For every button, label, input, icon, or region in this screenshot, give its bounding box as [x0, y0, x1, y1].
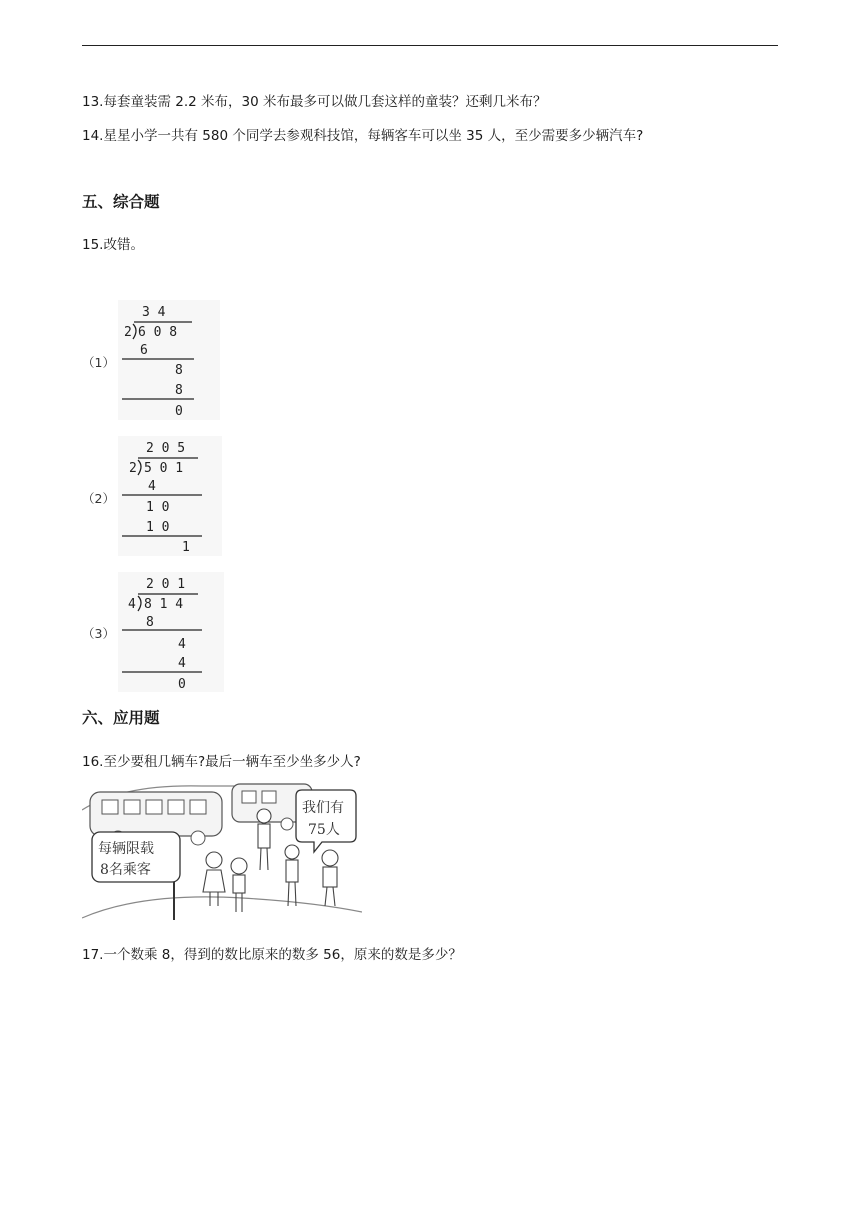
step-4: 0 — [175, 404, 183, 419]
division-label-3: （3） — [82, 626, 115, 641]
bubble-text-line1: 我们有 — [302, 800, 344, 816]
division-label-1: （1） — [82, 355, 115, 370]
step-1: 6 — [140, 343, 148, 358]
bubble-text-line2: 75人 — [308, 822, 340, 838]
long-division-3 — [118, 572, 224, 692]
long-division-1 — [118, 300, 220, 420]
speech-bubble — [296, 790, 356, 852]
step-3: 8 — [175, 383, 183, 398]
step-1: 8 — [146, 615, 154, 630]
step-2: 8 — [175, 363, 183, 378]
divisor: 2 — [129, 461, 137, 476]
header-rule — [82, 45, 778, 46]
step-4: 1 — [182, 540, 190, 555]
section-heading-comprehensive: 五、综合题 — [82, 193, 160, 211]
divisor: 2 — [124, 325, 132, 340]
question-13: 13.每套童装需 2.2 米布，30 米布最多可以做几套这样的童装？还剩几米布？ — [82, 94, 547, 110]
sign-text-line1: 每辆限载 — [98, 841, 154, 857]
question-14: 14.星星小学一共有 580 个同学去参观科技馆，每辆客车可以坐 35 人，至少需要多少辆汽车? — [82, 128, 644, 144]
bus-scene-illustration — [82, 780, 362, 922]
dividend: 5 0 1 — [144, 461, 184, 476]
divisor: 4 — [128, 597, 136, 612]
capacity-sign — [92, 832, 180, 920]
quotient: 2 0 5 — [146, 441, 186, 456]
quotient: 3 4 — [142, 305, 166, 320]
step-3: 4 — [178, 656, 186, 671]
question-15: 15.改错。 — [82, 237, 144, 253]
question-17: 17.一个数乘 8，得到的数比原来的数多 56，原来的数是多少？ — [82, 947, 462, 963]
step-2: 1 0 — [146, 500, 170, 515]
sign-text-line2: 8名乘客 — [100, 862, 151, 878]
step-4: 0 — [178, 677, 186, 692]
division-label-2: （2） — [82, 491, 115, 506]
dividend: 6 0 8 — [138, 325, 178, 340]
step-2: 4 — [178, 637, 186, 652]
quotient: 2 0 1 — [146, 577, 186, 592]
step-3: 1 0 — [146, 520, 170, 535]
long-division-2 — [118, 436, 222, 556]
question-16: 16.至少要租几辆车?最后一辆车至少坐多少人? — [82, 754, 361, 770]
dividend: 8 1 4 — [144, 597, 184, 612]
step-1: 4 — [148, 479, 156, 494]
section-heading-application: 六、应用题 — [82, 709, 160, 727]
